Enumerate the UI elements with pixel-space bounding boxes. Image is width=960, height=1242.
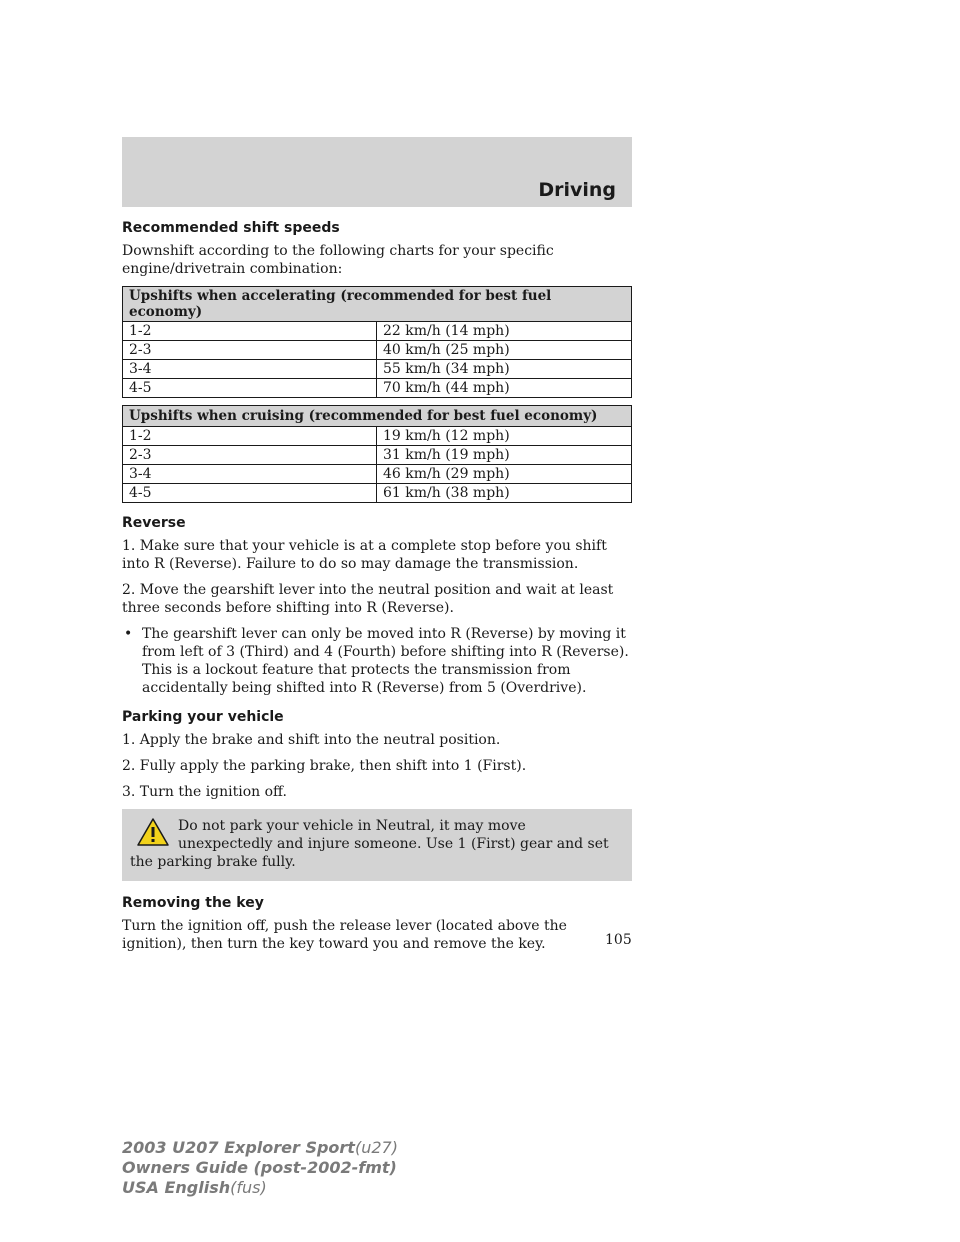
footer-model-code: (u27) <box>354 1138 398 1157</box>
speed-cell: 22 km/h (14 mph) <box>377 322 632 341</box>
speed-cell: 61 km/h (38 mph) <box>377 484 632 503</box>
cruising-table <box>122 405 632 503</box>
accelerating-table <box>122 286 632 398</box>
warning-triangle-icon <box>136 817 170 847</box>
cruising-table-title: Upshifts when cruising (recommended for best fuel economy) <box>123 406 632 427</box>
gear-cell: 3-4 <box>123 360 377 379</box>
speed-cell: 19 km/h (12 mph) <box>377 427 632 446</box>
gear-cell: 1-2 <box>123 427 377 446</box>
reverse-step-2: 2. Move the gearshift lever into the neutral position and wait at least three seconds before shifting into R (Reverse). <box>122 582 614 616</box>
reverse-step-1: 1. Make sure that your vehicle is at a complete stop before you shift into R (Reverse). Failure to do so may damage the transmission. <box>122 538 607 572</box>
bullet-icon: • <box>124 626 133 642</box>
gear-cell: 4-5 <box>123 379 377 398</box>
table-row <box>123 341 632 360</box>
page-content <box>122 220 632 961</box>
table-row <box>123 446 632 465</box>
table-row <box>123 465 632 484</box>
accelerating-table-title: Upshifts when accelerating (recommended for best fuel economy) <box>123 287 632 322</box>
speed-cell: 55 km/h (34 mph) <box>377 360 632 379</box>
reverse-bullet-text: The gearshift lever can only be moved into R (Reverse) by moving it from left of 3 (Third) and 4 (Fourth) before shifting into R (Reverse). This is a lockout feature that protects the transmission from accidentally being shifted into R (Reverse) from 5 (Overdrive). <box>142 626 629 696</box>
warning-box <box>122 809 632 881</box>
table-row <box>123 322 632 341</box>
reverse-bullets <box>122 625 632 697</box>
reverse-heading: Reverse <box>122 515 186 531</box>
gear-cell: 2-3 <box>123 446 377 465</box>
table-row <box>123 484 632 503</box>
list-item <box>122 625 632 697</box>
section-title: Driving <box>538 179 616 201</box>
parking-step-3: 3. Turn the ignition off. <box>122 784 287 800</box>
gear-cell: 1-2 <box>123 322 377 341</box>
gear-cell: 3-4 <box>123 465 377 484</box>
footer-language-code: (fus) <box>230 1178 267 1197</box>
footer-guide: Owners Guide (post-2002-fmt) <box>122 1158 397 1177</box>
document-footer <box>122 1138 398 1198</box>
parking-step-1: 1. Apply the brake and shift into the neutral position. <box>122 732 501 748</box>
removing-key-text: Turn the ignition off, push the release lever (located above the ignition), then turn the key toward you and remove the key. <box>122 918 567 952</box>
shift-intro: Downshift according to the following charts for your specific engine/drivetrain combination: <box>122 243 554 277</box>
table-row <box>123 379 632 398</box>
footer-model: 2003 U207 Explorer Sport <box>122 1138 355 1157</box>
footer-line-2 <box>122 1158 398 1178</box>
warning-text: Do not park your vehicle in Neutral, it may move unexpectedly and injure someone. Use 1 (First) gear and set the parking brake fully. <box>130 818 609 870</box>
page-number: 105 <box>605 932 632 948</box>
shift-speeds-heading: Recommended shift speeds <box>122 220 340 236</box>
section-header-band <box>122 137 632 207</box>
gear-cell: 2-3 <box>123 341 377 360</box>
parking-step-2: 2. Fully apply the parking brake, then shift into 1 (First). <box>122 758 527 774</box>
speed-cell: 70 km/h (44 mph) <box>377 379 632 398</box>
removing-key-heading: Removing the key <box>122 895 264 911</box>
speed-cell: 46 km/h (29 mph) <box>377 465 632 484</box>
speed-cell: 31 km/h (19 mph) <box>377 446 632 465</box>
table-row <box>123 427 632 446</box>
speed-cell: 40 km/h (25 mph) <box>377 341 632 360</box>
table-row <box>123 360 632 379</box>
footer-line-3 <box>122 1178 398 1198</box>
footer-line-1 <box>122 1138 398 1158</box>
parking-heading: Parking your vehicle <box>122 709 284 725</box>
gear-cell: 4-5 <box>123 484 377 503</box>
footer-language: USA English <box>122 1178 231 1197</box>
